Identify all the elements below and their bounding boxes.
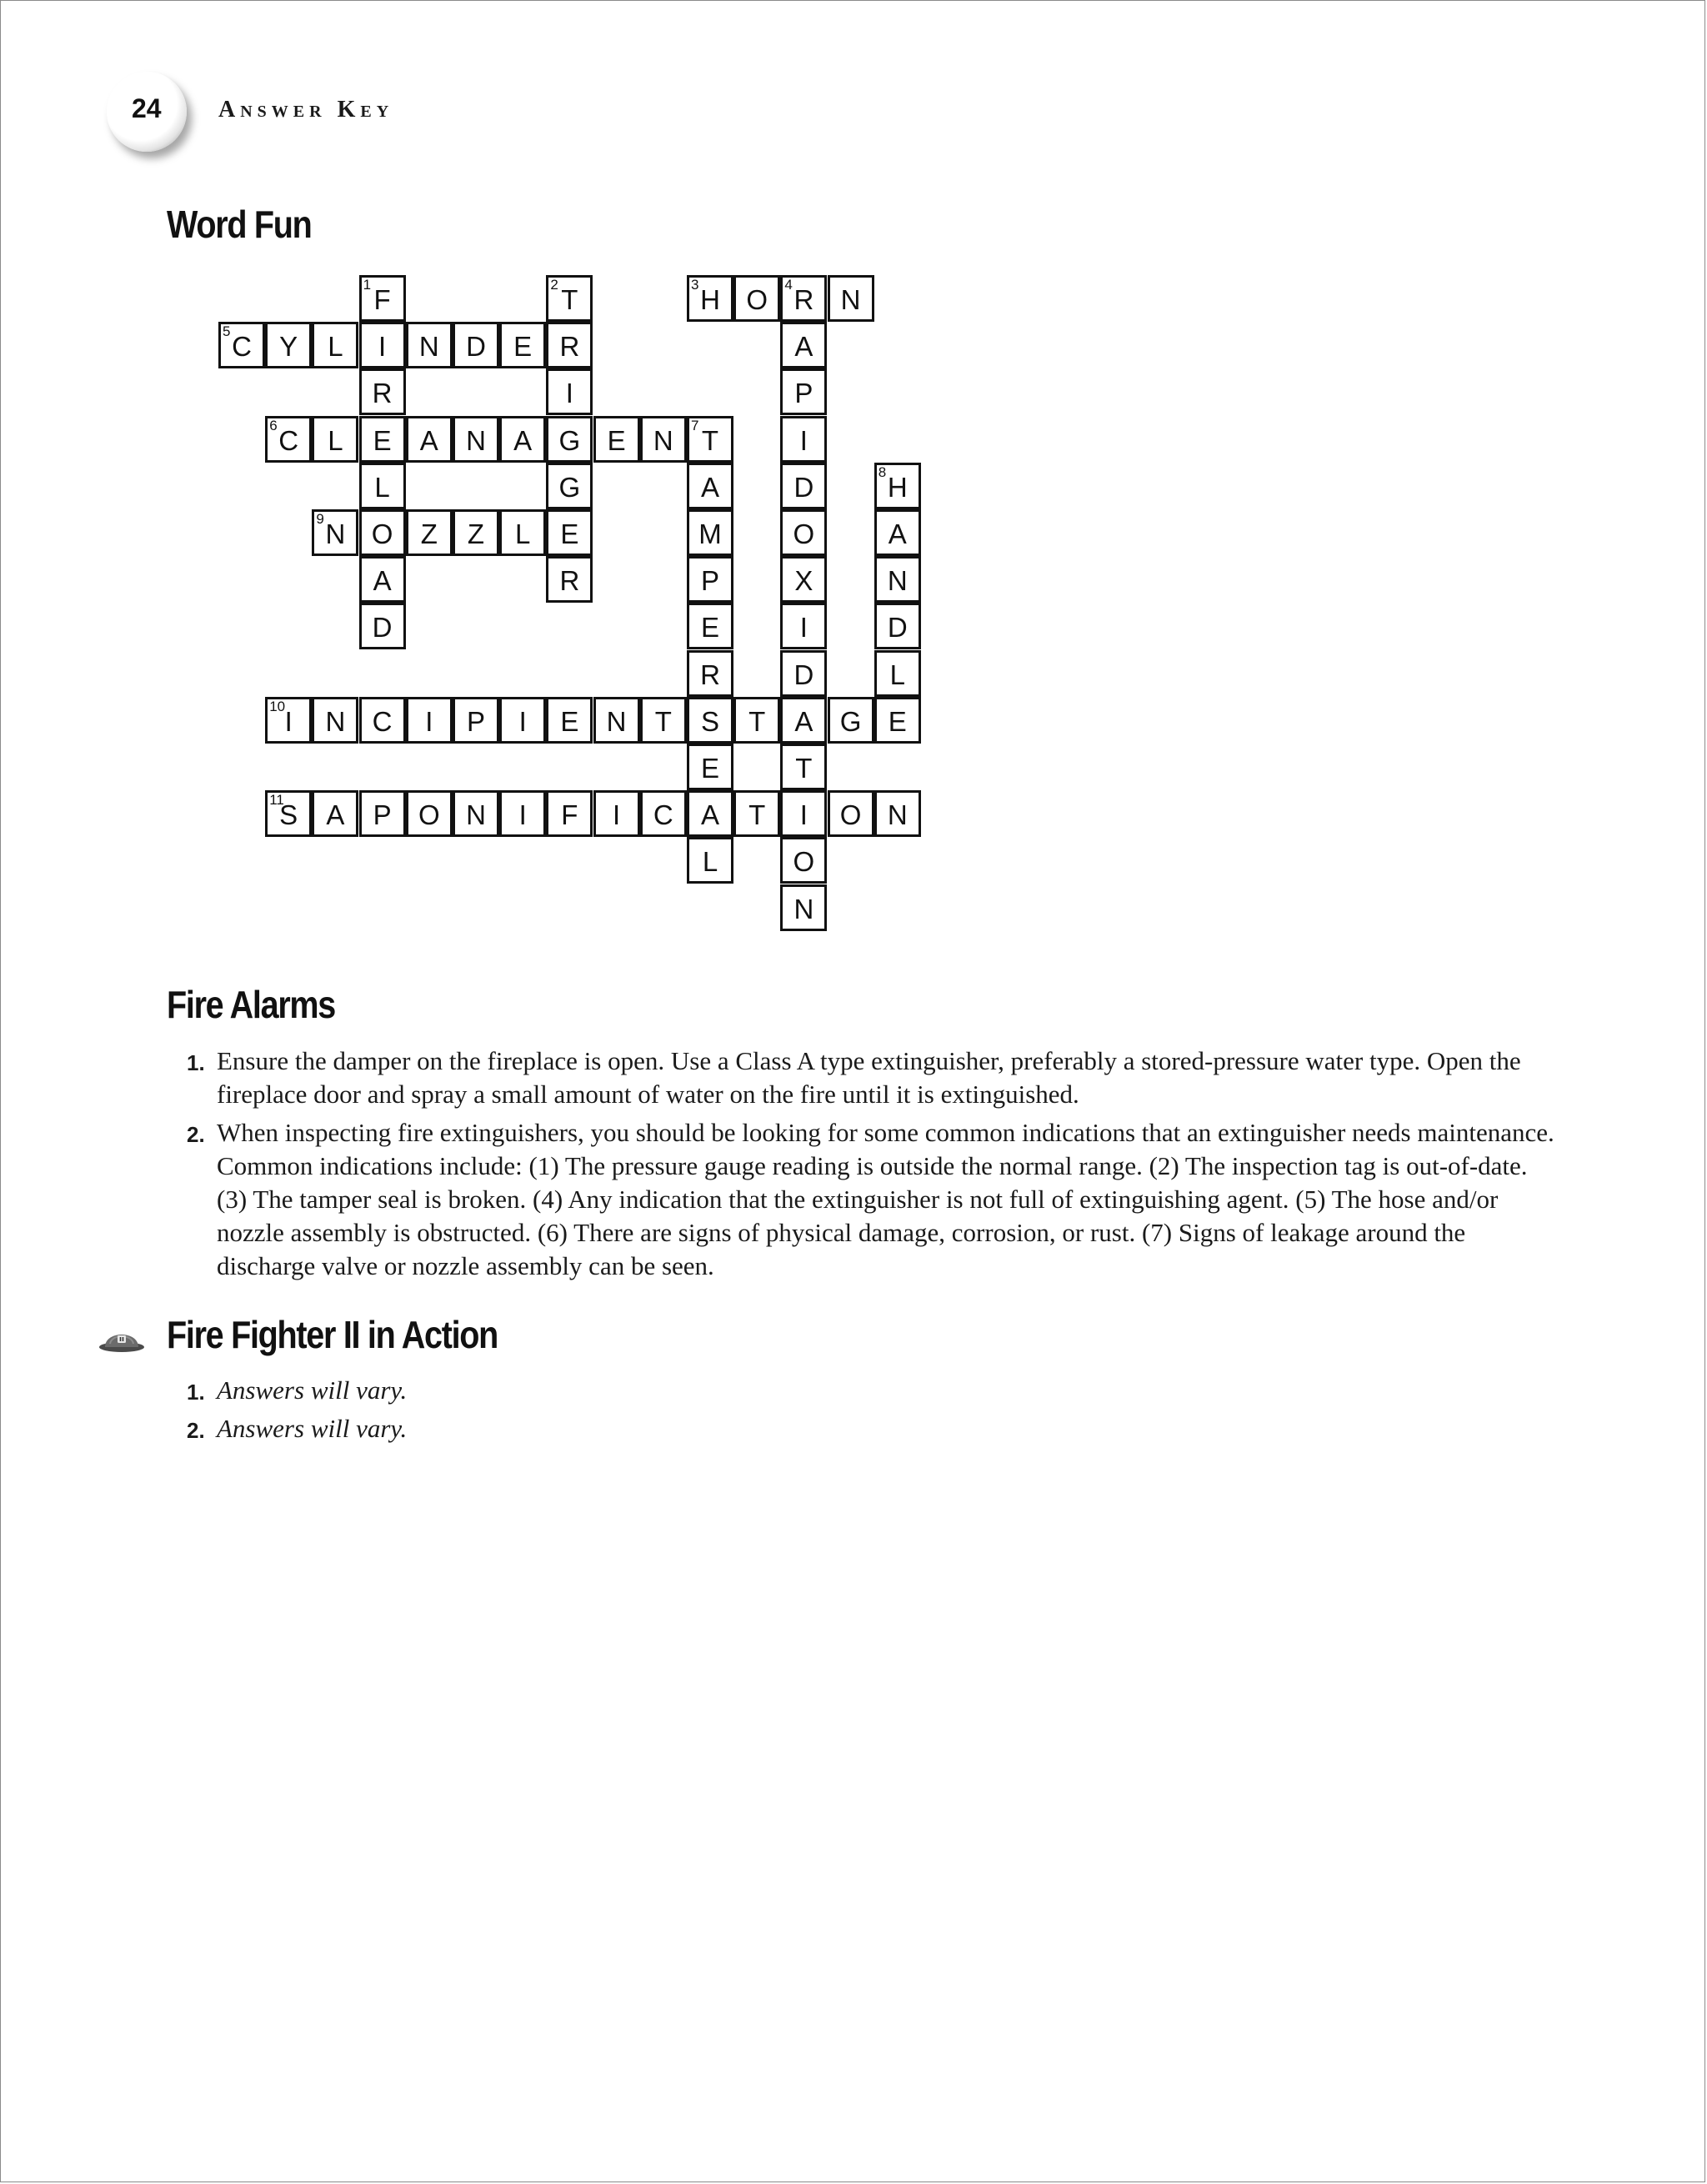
crossword-cell bbox=[546, 275, 593, 322]
clue-number: 2 bbox=[550, 277, 558, 293]
crossword-cell bbox=[546, 463, 593, 509]
crossword-cell bbox=[265, 322, 312, 368]
crossword-cell bbox=[687, 697, 733, 744]
crossword-letter: O bbox=[839, 799, 862, 831]
crossword-letter: I bbox=[799, 612, 808, 644]
crossword-letter: N bbox=[887, 799, 908, 831]
crossword-cell bbox=[359, 275, 406, 322]
crossword-letter: A bbox=[888, 518, 907, 549]
crossword-cell bbox=[453, 509, 499, 556]
crossword-cell bbox=[359, 790, 406, 837]
crossword-cell bbox=[780, 463, 827, 509]
crossword-cell bbox=[546, 697, 593, 744]
crossword-cell bbox=[687, 416, 733, 463]
crossword-letter: D bbox=[466, 331, 486, 363]
crossword-cell bbox=[499, 790, 546, 837]
crossword-cell bbox=[874, 790, 921, 837]
crossword-letter: E bbox=[607, 424, 626, 456]
crossword-letter: R bbox=[700, 659, 720, 690]
fire-fighter-ii-title: Fire Fighter II in Action bbox=[167, 1313, 498, 1356]
crossword-cell bbox=[406, 416, 453, 463]
crossword-cell bbox=[874, 556, 921, 603]
crossword-letter: I bbox=[425, 705, 433, 737]
crossword-letter: I bbox=[799, 799, 808, 831]
crossword-letter: C bbox=[232, 331, 252, 363]
crossword-letter: R bbox=[793, 284, 814, 315]
crossword-cell bbox=[687, 790, 733, 837]
crossword-letter: T bbox=[561, 284, 578, 315]
crossword-letter: X bbox=[794, 565, 813, 597]
crossword-cell bbox=[546, 416, 593, 463]
crossword-cell bbox=[874, 463, 921, 509]
crossword-letter: T bbox=[748, 705, 766, 737]
crossword-letter: A bbox=[373, 565, 392, 597]
crossword-letter: Z bbox=[420, 518, 438, 549]
crossword-cell bbox=[874, 509, 921, 556]
crossword-letter: P bbox=[700, 565, 719, 597]
crossword-letter: T bbox=[748, 799, 766, 831]
crossword-cell bbox=[733, 790, 780, 837]
crossword-cell bbox=[687, 603, 733, 649]
crossword-letter: N bbox=[325, 518, 346, 549]
clue-number: 11 bbox=[269, 792, 284, 809]
crossword-cell bbox=[828, 275, 874, 322]
clue-number: 5 bbox=[223, 323, 231, 340]
crossword-letter: L bbox=[515, 518, 531, 549]
answer-item bbox=[178, 1412, 1562, 1445]
crossword-letter: A bbox=[794, 331, 813, 363]
fire-alarms-title: Fire Alarms bbox=[167, 983, 336, 1026]
crossword-letter: O bbox=[418, 799, 440, 831]
crossword-letter: E bbox=[513, 331, 533, 363]
crossword-cell bbox=[593, 790, 640, 837]
crossword-cell bbox=[546, 509, 593, 556]
crossword-cell bbox=[780, 275, 827, 322]
crossword-letter: A bbox=[700, 799, 719, 831]
crossword-letter: R bbox=[372, 378, 393, 409]
fire-helmet-icon bbox=[98, 1324, 145, 1354]
crossword-letter: D bbox=[372, 612, 393, 644]
crossword-letter: C bbox=[372, 705, 393, 737]
crossword-letter: A bbox=[419, 424, 438, 456]
crossword-cell bbox=[733, 697, 780, 744]
crossword-letter: D bbox=[793, 659, 814, 690]
crossword-letter: N bbox=[466, 799, 486, 831]
crossword-cell bbox=[640, 416, 687, 463]
crossword-cell bbox=[780, 416, 827, 463]
crossword-letter: A bbox=[794, 705, 813, 737]
crossword-letter: A bbox=[700, 471, 719, 503]
crossword-letter: I bbox=[284, 705, 293, 737]
crossword-letter: D bbox=[793, 471, 814, 503]
crossword-cell bbox=[687, 650, 733, 697]
crossword-cell bbox=[640, 790, 687, 837]
crossword-cell bbox=[780, 556, 827, 603]
word-fun-title: Word Fun bbox=[167, 203, 312, 246]
crossword-letter: R bbox=[559, 331, 580, 363]
crossword-letter: N bbox=[887, 565, 908, 597]
crossword-letter: O bbox=[371, 518, 393, 549]
crossword-cell bbox=[499, 697, 546, 744]
crossword-letter: C bbox=[278, 424, 299, 456]
crossword-letter: I bbox=[565, 378, 573, 409]
crossword-cell bbox=[828, 697, 874, 744]
crossword-cell bbox=[218, 322, 265, 368]
answer-text: Ensure the damper on the fireplace is open. Use a Class A type extinguisher, preferably a stored-pressure water type. Open the fireplace door and spray a small amount of water on the fire until it is extinguished. bbox=[217, 1046, 1521, 1109]
crossword-cell bbox=[312, 416, 358, 463]
crossword-letter: P bbox=[373, 799, 392, 831]
crossword-cell bbox=[687, 837, 733, 884]
answer-item bbox=[178, 1374, 1562, 1407]
crossword-cell bbox=[687, 275, 733, 322]
crossword-cell bbox=[312, 322, 358, 368]
crossword-cell bbox=[546, 368, 593, 415]
crossword-cell bbox=[359, 322, 406, 368]
crossword-cell bbox=[453, 697, 499, 744]
crossword-cell bbox=[687, 744, 733, 790]
crossword-letter: L bbox=[889, 659, 905, 690]
crossword-letter: M bbox=[698, 518, 722, 549]
crossword-cell bbox=[312, 509, 358, 556]
fire-alarms-answers bbox=[178, 1044, 1562, 1288]
crossword-cell bbox=[406, 790, 453, 837]
crossword-letter: N bbox=[653, 424, 673, 456]
clue-number: 3 bbox=[691, 277, 699, 293]
crossword-letter: I bbox=[378, 331, 387, 363]
crossword-cell bbox=[406, 322, 453, 368]
answer-item bbox=[178, 1116, 1562, 1283]
crossword-cell bbox=[546, 556, 593, 603]
clue-number: 1 bbox=[363, 277, 372, 293]
crossword-cell bbox=[499, 416, 546, 463]
crossword-cell bbox=[546, 790, 593, 837]
crossword-cell bbox=[780, 603, 827, 649]
crossword-cell bbox=[593, 697, 640, 744]
crossword-cell bbox=[874, 697, 921, 744]
crossword-cell bbox=[453, 790, 499, 837]
running-head: Answer Key bbox=[218, 97, 394, 123]
crossword-cell bbox=[499, 322, 546, 368]
fire-fighter-ii-answers bbox=[178, 1374, 1562, 1450]
item-number: 2. bbox=[187, 1418, 205, 1443]
crossword-cell bbox=[780, 697, 827, 744]
crossword-cell bbox=[359, 368, 406, 415]
crossword-letter: S bbox=[700, 705, 719, 737]
crossword-cell bbox=[359, 416, 406, 463]
crossword-letter: I bbox=[799, 424, 808, 456]
crossword-letter: E bbox=[373, 424, 392, 456]
crossword-letter: L bbox=[374, 471, 390, 503]
crossword-letter: A bbox=[513, 424, 533, 456]
crossword-letter: P bbox=[794, 378, 813, 409]
crossword-cell bbox=[359, 463, 406, 509]
crossword-letter: L bbox=[702, 846, 718, 878]
clue-number: 8 bbox=[878, 463, 887, 480]
clue-number: 6 bbox=[269, 417, 278, 433]
answer-text: Answers will vary. bbox=[217, 1375, 408, 1405]
crossword-cell bbox=[406, 509, 453, 556]
item-number: 1. bbox=[187, 1050, 205, 1075]
crossword-letter: Z bbox=[467, 518, 485, 549]
crossword-letter: N bbox=[325, 705, 346, 737]
crossword-cell bbox=[874, 603, 921, 649]
crossword-cell bbox=[593, 416, 640, 463]
crossword-cell bbox=[265, 697, 312, 744]
crossword-letter: E bbox=[700, 753, 719, 784]
crossword-letter: D bbox=[887, 612, 908, 644]
clue-number: 7 bbox=[691, 417, 699, 433]
crossword-letter: P bbox=[466, 705, 485, 737]
crossword-letter: C bbox=[653, 799, 673, 831]
page-number: 24 bbox=[132, 93, 162, 123]
crossword-cell bbox=[874, 650, 921, 697]
crossword-letter: H bbox=[700, 284, 720, 315]
crossword-cell bbox=[265, 790, 312, 837]
crossword-letter: N bbox=[840, 284, 861, 315]
crossword-cell bbox=[780, 744, 827, 790]
crossword-letter: I bbox=[518, 799, 527, 831]
crossword-cell bbox=[687, 556, 733, 603]
crossword-cell bbox=[640, 697, 687, 744]
crossword-cell bbox=[828, 790, 874, 837]
crossword-letter: N bbox=[606, 705, 627, 737]
crossword-letter: F bbox=[561, 799, 578, 831]
crossword-cell bbox=[780, 790, 827, 837]
crossword-letter: Y bbox=[279, 331, 298, 363]
crossword-letter: O bbox=[746, 284, 768, 315]
crossword-letter: T bbox=[795, 753, 813, 784]
crossword-cell bbox=[406, 697, 453, 744]
crossword-cell bbox=[359, 556, 406, 603]
crossword-letter: N bbox=[418, 331, 439, 363]
crossword-letter: N bbox=[466, 424, 486, 456]
crossword-letter: A bbox=[326, 799, 345, 831]
crossword-letter: N bbox=[793, 893, 814, 924]
clue-number: 10 bbox=[269, 698, 286, 714]
crossword-cell bbox=[687, 509, 733, 556]
crossword-cell bbox=[265, 416, 312, 463]
crossword-letter: G bbox=[839, 705, 862, 737]
crossword-cell bbox=[780, 368, 827, 415]
crossword-letter: I bbox=[518, 705, 527, 737]
crossword-cell bbox=[780, 509, 827, 556]
crossword-cell bbox=[780, 322, 827, 368]
crossword-cell bbox=[359, 697, 406, 744]
crossword-letter: O bbox=[793, 846, 815, 878]
crossword-letter: S bbox=[279, 799, 298, 831]
answer-text: Answers will vary. bbox=[217, 1414, 408, 1443]
crossword-cell bbox=[546, 322, 593, 368]
crossword-letter: G bbox=[558, 424, 581, 456]
crossword-cell bbox=[733, 275, 780, 322]
clue-number: 4 bbox=[784, 277, 793, 293]
item-number: 1. bbox=[187, 1380, 205, 1405]
crossword-cell bbox=[687, 463, 733, 509]
answer-text: When inspecting fire extinguishers, you should be looking for some common indications that an extinguisher needs maintenance. Common indications include: (1) The pressure gauge reading is outside the normal range. (2) The inspection tag is out-of-date. (3) The tamper seal is broken. (4) Any indication that the extinguisher is not full of extinguishing agent. (5) The hose and/or nozzle assembly is obstructed. (6) There are signs of physical damage, corrosion, or rust. (7) Signs of leakage around the discharge valve or nozzle assembly can be seen. bbox=[217, 1118, 1554, 1280]
crossword-letter: T bbox=[701, 424, 719, 456]
crossword-letter: T bbox=[654, 705, 672, 737]
answer-item bbox=[178, 1044, 1562, 1111]
crossword-cell bbox=[780, 837, 827, 884]
crossword-cell bbox=[780, 650, 827, 697]
crossword-cell bbox=[453, 322, 499, 368]
crossword-letter: E bbox=[560, 518, 579, 549]
crossword-letter: R bbox=[559, 565, 580, 597]
crossword-cell bbox=[359, 509, 406, 556]
crossword-cell bbox=[359, 603, 406, 649]
clue-number: 9 bbox=[316, 511, 324, 527]
crossword-letter: E bbox=[888, 705, 907, 737]
crossword-letter: I bbox=[613, 799, 621, 831]
crossword-letter: L bbox=[328, 331, 343, 363]
crossword-cell bbox=[312, 790, 358, 837]
crossword-grid bbox=[0, 0, 1000, 959]
crossword-cell bbox=[453, 416, 499, 463]
crossword-cell bbox=[312, 697, 358, 744]
crossword-letter: E bbox=[700, 612, 719, 644]
crossword-letter: F bbox=[373, 284, 391, 315]
crossword-cell bbox=[499, 509, 546, 556]
crossword-letter: G bbox=[558, 471, 581, 503]
crossword-letter: E bbox=[560, 705, 579, 737]
crossword-letter: H bbox=[887, 471, 908, 503]
crossword-cell bbox=[780, 884, 827, 931]
crossword-letter: O bbox=[793, 518, 815, 549]
crossword-letter: L bbox=[328, 424, 343, 456]
item-number: 2. bbox=[187, 1122, 205, 1147]
